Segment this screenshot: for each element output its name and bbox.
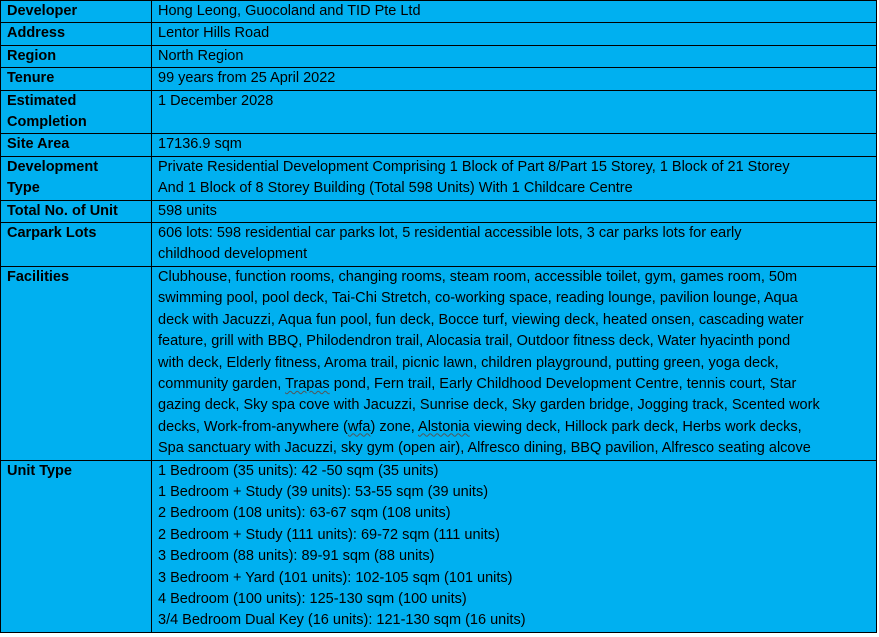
- development-type-line: And 1 Block of 8 Storey Building (Total 598 Units) With 1 Childcare Centre: [158, 180, 633, 197]
- unit-type-line: 3/4 Bedroom Dual Key (16 units): 121-130 sqm (16 units): [158, 612, 526, 629]
- facilities-text: decks, Work-from-anywhere (: [158, 418, 348, 435]
- tenure-label: Tenure: [1, 68, 152, 90]
- development-type-label: [1, 156, 152, 200]
- facilities-value: [152, 266, 877, 460]
- facilities-line: Clubhouse, function rooms, changing rooms, steam room, accessible toilet, gym, games room, 50m: [158, 268, 798, 285]
- facilities-line: feature, grill with BBQ, Philodendron trail, Alocasia trail, Outdoor fitness deck, Water hyacinth pond: [158, 333, 791, 350]
- unit-type-line: 4 Bedroom (100 units): 125-130 sqm (100 units): [158, 590, 467, 607]
- row-tenure: [1, 68, 877, 90]
- row-unit-type: [1, 460, 877, 632]
- unit-type-line: 3 Bedroom (88 units): 89-91 sqm (88 units): [158, 548, 435, 565]
- carpark-line: childhood development: [158, 246, 308, 263]
- site-area-value: 17136.9 sqm: [152, 134, 877, 156]
- total-units-value: 598 units: [152, 200, 877, 222]
- spellcheck-underlined-word: Alstonia: [418, 418, 470, 435]
- unit-type-line: 2 Bedroom + Study (111 units): 69-72 sqm (111 units): [158, 526, 500, 543]
- facilities-label: Facilities: [1, 266, 152, 460]
- carpark-line: 606 lots: 598 residential car parks lot, 5 residential accessible lots, 3 car parks lots for early: [158, 225, 742, 242]
- unit-type-value: [152, 460, 877, 632]
- row-developer: [1, 1, 877, 23]
- facilities-text: viewing deck, Hillock park deck, Herbs work decks,: [469, 418, 802, 435]
- facilities-line: [158, 417, 870, 438]
- completion-value: 1 December 2028: [152, 90, 877, 134]
- unit-type-label: Unit Type: [1, 460, 152, 632]
- facilities-text: pond, Fern trail, Early Childhood Development Centre, tennis court, Star: [329, 375, 797, 392]
- address-value: Lentor Hills Road: [152, 23, 877, 45]
- facilities-line: with deck, Elderly fitness, Aroma trail, picnic lawn, children playground, putting green, yoga deck,: [158, 354, 779, 371]
- completion-label-line: Estimated: [7, 92, 77, 109]
- carpark-label: Carpark Lots: [1, 223, 152, 267]
- unit-type-line: 1 Bedroom (35 units): 42 -50 sqm (35 units): [158, 462, 439, 479]
- row-address: [1, 23, 877, 45]
- spellcheck-underlined-word: wfa: [347, 418, 371, 435]
- address-label: Address: [1, 23, 152, 45]
- site-area-label: Site Area: [1, 134, 152, 156]
- unit-type-line: 2 Bedroom (108 units): 63-67 sqm (108 units): [158, 505, 451, 522]
- facilities-text: community garden,: [158, 375, 286, 392]
- unit-type-line: 3 Bedroom + Yard (101 units): 102-105 sqm (101 units): [158, 569, 513, 586]
- development-type-label-line: Development: [7, 158, 99, 175]
- development-type-label-line: Type: [7, 180, 40, 197]
- tenure-value: 99 years from 25 April 2022: [152, 68, 877, 90]
- unit-type-line: 1 Bedroom + Study (39 units): 53-55 sqm (39 units): [158, 483, 489, 500]
- developer-value: Hong Leong, Guocoland and TID Pte Ltd: [152, 1, 877, 23]
- facilities-line: Spa sanctuary with Jacuzzi, sky gym (open air), Alfresco dining, BBQ pavilion, Alfresco seating alcove: [158, 440, 811, 457]
- row-site-area: [1, 134, 877, 156]
- row-facilities: [1, 266, 877, 460]
- facilities-line: [158, 374, 870, 395]
- development-type-value: [152, 156, 877, 200]
- row-region: [1, 45, 877, 67]
- spellcheck-underlined-word: Trapas: [285, 375, 330, 392]
- region-label: Region: [1, 45, 152, 67]
- row-carpark: [1, 223, 877, 267]
- facilities-text: ) zone,: [370, 418, 419, 435]
- carpark-value: [152, 223, 877, 267]
- region-value: North Region: [152, 45, 877, 67]
- total-units-label: Total No. of Unit: [1, 200, 152, 222]
- facilities-line: deck with Jacuzzi, Aqua fun pool, fun deck, Bocce turf, viewing deck, heated onsen, cascading water: [158, 311, 804, 328]
- facilities-line: swimming pool, pool deck, Tai-Chi Stretch, co-working space, reading lounge, pavilion lounge, Aqua: [158, 290, 798, 307]
- row-completion: [1, 90, 877, 134]
- row-total-units: [1, 200, 877, 222]
- completion-label-line: Completion: [7, 114, 87, 131]
- developer-label: Developer: [1, 1, 152, 23]
- facilities-line: gazing deck, Sky spa cove with Jacuzzi, Sunrise deck, Sky garden bridge, Jogging track, Scented work: [158, 397, 820, 414]
- row-development-type: [1, 156, 877, 200]
- development-type-line: Private Residential Development Comprising 1 Block of Part 8/Part 15 Storey, 1 Block of 21 Storey: [158, 158, 790, 175]
- completion-label: [1, 90, 152, 134]
